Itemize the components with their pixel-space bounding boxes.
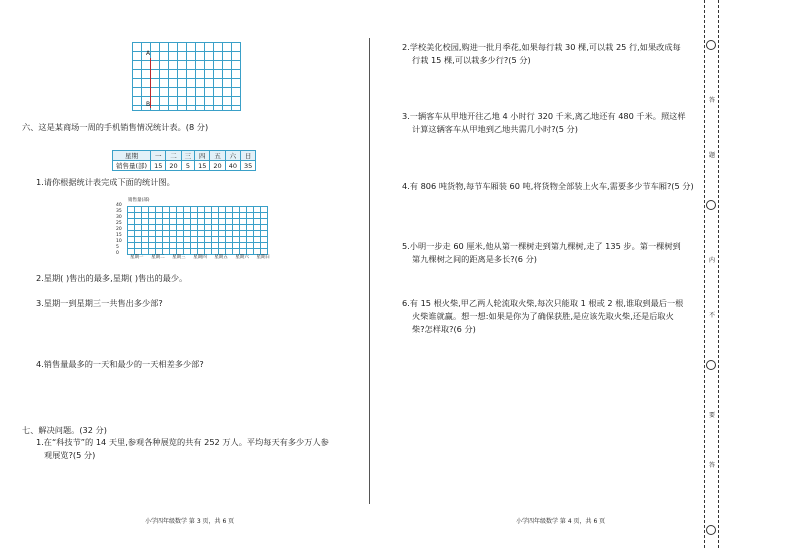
binding-hole	[706, 360, 716, 370]
question-6-line1: 6.有 15 根火柴,甲乙两人轮流取火柴,每次只能取 1 根或 2 根,谁取到最后一根	[402, 298, 684, 308]
question-2-line2: 行栽 15 棵,可以栽多少行?(5 分)	[412, 55, 531, 65]
binding-hole	[706, 40, 716, 50]
segment-ab	[150, 58, 151, 108]
question-7-1-line2: 观展览?(5 分)	[44, 450, 96, 460]
ytick: 25	[116, 221, 122, 226]
table-header-cell: 六	[225, 151, 240, 161]
table-header-cell: 日	[240, 151, 255, 161]
binding-line-outer	[704, 0, 706, 548]
question-7-1-line1: 1.在“科技节”的 14 天里,参观各种展览的共有 252 万人。平均每天有多少万人参	[36, 437, 329, 447]
question-5-line1: 5.小明一步走 60 厘米,他从第一棵树走到第九棵树,走了 135 步。第一棵树到	[402, 241, 681, 251]
ytick: 40	[116, 203, 122, 208]
table-cell: 35	[240, 161, 255, 171]
question-6-2: 2.星期( )售出的最多,星期( )售出的最少。	[36, 273, 188, 283]
table-row-label: 销售量(部)	[113, 161, 151, 171]
binding-text: 不	[708, 312, 715, 319]
ytick: 0	[116, 251, 119, 256]
table-header-cell: 星期	[113, 151, 151, 161]
page-divider	[369, 38, 370, 504]
table-cell: 40	[225, 161, 240, 171]
table-header-cell: 四	[195, 151, 210, 161]
xtick: 星期三	[172, 255, 186, 260]
ytick: 30	[116, 215, 122, 220]
xtick: 星期一	[130, 255, 144, 260]
binding-text: 答	[708, 97, 715, 104]
binding-hole	[706, 200, 716, 210]
xtick: 星期六	[235, 255, 249, 260]
table-cell: 5	[181, 161, 195, 171]
question-4: 4.有 806 吨货物,每节车厢装 60 吨,将货物全部装上火车,需要多少节车厢?(5 分)	[402, 181, 694, 191]
question-6-4: 4.销售量最多的一天和最少的一天相差多少部?	[36, 359, 204, 369]
question-6-3: 3.星期一到星期三一共售出多少部?	[36, 298, 163, 308]
question-3-line1: 3.一辆客车从甲地开往乙地 4 小时行 320 千米,离乙地还有 480 千米。照这样	[402, 111, 686, 121]
table-header-cell: 五	[210, 151, 225, 161]
xtick: 星期二	[151, 255, 165, 260]
table-cell: 20	[210, 161, 225, 171]
chart-ylabel: 销售量(部)	[128, 198, 150, 203]
table-cell: 20	[166, 161, 181, 171]
table-header-cell: 一	[151, 151, 166, 161]
sales-table	[112, 150, 256, 171]
table-header-cell: 二	[166, 151, 181, 161]
xtick: 星期四	[193, 255, 207, 260]
question-5-line2: 第九棵树之间的距离是多长?(6 分)	[412, 254, 537, 264]
xtick: 星期五	[214, 255, 228, 260]
question-6-line3: 柴?怎样取?(6 分)	[412, 324, 476, 334]
page-footer-left: 小学四年级数学 第 3 页，共 6 页	[145, 518, 235, 525]
section-7-title: 七、解决问题。(32 分)	[22, 425, 107, 435]
binding-line-inner	[718, 0, 720, 548]
xtick: 星期日	[256, 255, 270, 260]
statistics-chart-grid	[127, 206, 268, 255]
binding-text: 答	[708, 462, 715, 469]
table-cell: 15	[195, 161, 210, 171]
ytick: 5	[116, 245, 119, 250]
section-6-title: 六、这是某商场一周的手机销售情况统计表。(8 分)	[22, 122, 209, 132]
table-header-cell: 三	[181, 151, 195, 161]
question-2-line1: 2.学校美化校园,购进一批月季花,如果每行栽 30 棵,可以栽 25 行,如果改成每	[402, 42, 681, 52]
page-footer-right: 小学四年级数学 第 4 页，共 6 页	[516, 518, 606, 525]
chart-yticks	[116, 203, 126, 257]
binding-text: 内	[708, 257, 715, 264]
question-3-line2: 计算这辆客车从甲地到乙地共需几小时?(5 分)	[412, 124, 578, 134]
table-cell: 15	[151, 161, 166, 171]
question-6-1: 1.请你根据统计表完成下面的统计图。	[36, 177, 175, 187]
binding-hole	[706, 525, 716, 535]
ytick: 15	[116, 233, 122, 238]
ytick: 10	[116, 239, 122, 244]
point-a-label: A	[146, 50, 151, 57]
ytick: 35	[116, 209, 122, 214]
binding-text: 要	[708, 412, 715, 419]
ytick: 20	[116, 227, 122, 232]
chart-xticks	[130, 255, 270, 261]
binding-text: 题	[708, 152, 715, 159]
point-b-label: B	[146, 101, 151, 108]
question-6-line2: 火柴谁就赢。想一想:如果是你为了确保获胜,是应该先取火柴,还是后取火	[412, 311, 674, 321]
